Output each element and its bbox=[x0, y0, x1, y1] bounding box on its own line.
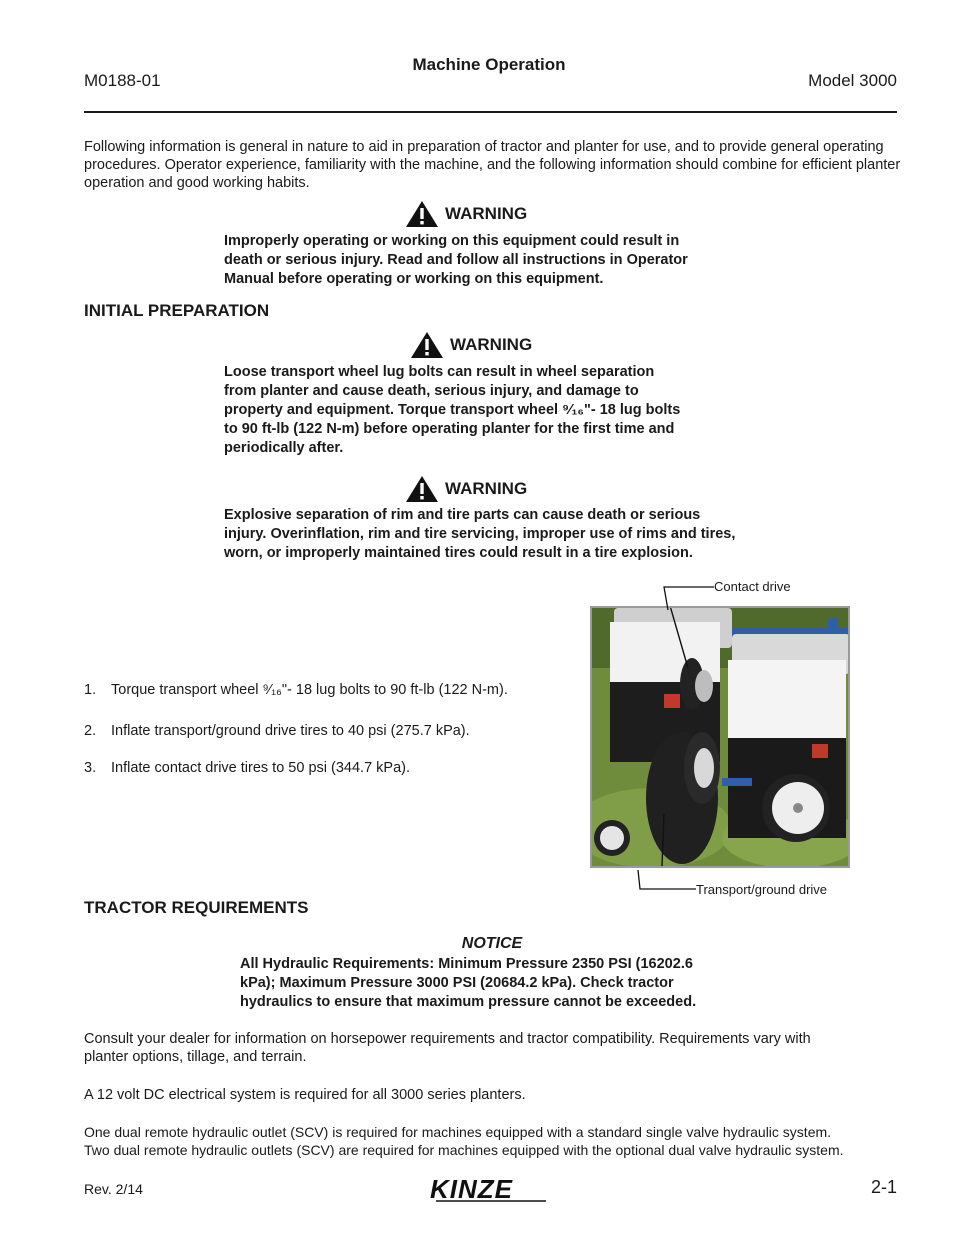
warning-1-line: death or serious injury. Read and follow all instructions in Operator bbox=[224, 252, 688, 268]
dealer-line: planter options, tillage, and terrain. bbox=[84, 1049, 307, 1065]
doc-number: M0188-01 bbox=[84, 71, 161, 90]
page-number: 2-1 bbox=[870, 1177, 897, 1197]
notice-body bbox=[240, 955, 800, 1012]
electrical-paragraph: A 12 volt DC electrical system is required for all 3000 series planters. bbox=[84, 1087, 526, 1103]
warning-1-title: WARNING bbox=[445, 204, 528, 223]
callout-leader-bottom bbox=[630, 860, 700, 894]
kinze-logo bbox=[428, 1174, 552, 1209]
notice-line: All Hydraulic Requirements: Minimum Pressure 2350 PSI (16202.6 bbox=[240, 956, 693, 972]
warning-2-heading bbox=[410, 331, 532, 359]
step-3 bbox=[84, 760, 410, 776]
planter-illustration bbox=[592, 608, 848, 866]
warning-3-line: worn, or improperly maintained tires could result in a tire explosion. bbox=[224, 545, 693, 561]
warning-2-line: Loose transport wheel lug bolts can result in wheel separation bbox=[224, 364, 655, 380]
step-number: 2. bbox=[84, 723, 97, 739]
warning-3-line: injury. Overinflation, rim and tire servicing, improper use of rims and tires, bbox=[224, 526, 736, 542]
notice-line: kPa); Maximum Pressure 3000 PSI (20684.2 kPa). Check tractor bbox=[240, 975, 674, 991]
step-number: 1. bbox=[84, 682, 97, 698]
warning-1-line: Improperly operating or working on this equipment could result in bbox=[224, 233, 680, 249]
callout-contact-drive: Contact drive bbox=[714, 579, 791, 594]
step-number: 3. bbox=[84, 760, 97, 776]
callout-transport-ground-drive: Transport/ground drive bbox=[696, 882, 828, 897]
kinze-logo-text: KINZE bbox=[430, 1174, 513, 1204]
notice-title: NOTICE bbox=[461, 935, 523, 952]
notice-line: hydraulics to ensure that maximum pressure cannot be exceeded. bbox=[240, 994, 697, 1010]
warning-triangle-icon bbox=[410, 331, 444, 359]
warning-2-line: from planter and cause death, serious injury, and damage to bbox=[224, 383, 639, 399]
tractor-requirements-heading: TRACTOR REQUIREMENTS bbox=[84, 898, 309, 917]
section-title: Machine Operation bbox=[412, 55, 566, 74]
hydraulic-line: Two dual remote hydraulic outlets (SCV) are required for machines equipped with the optional dual valve hydraulic system. bbox=[84, 1142, 844, 1158]
warning-2-body bbox=[224, 363, 764, 458]
warning-3-title: WARNING bbox=[445, 479, 528, 498]
warning-3-body bbox=[224, 506, 804, 563]
warning-2-line: periodically after. bbox=[224, 440, 344, 456]
revision-label: Rev. 2/14 bbox=[84, 1181, 143, 1197]
model-label: Model 3000 bbox=[808, 71, 897, 90]
initial-preparation-heading: INITIAL PREPARATION bbox=[84, 301, 270, 320]
warning-triangle-icon bbox=[405, 200, 439, 228]
warning-1-heading bbox=[405, 200, 527, 228]
planter-photo bbox=[590, 606, 850, 868]
warning-2-line: property and equipment. Torque transport wheel ⁹⁄₁₆"- 18 lug bolts bbox=[224, 402, 681, 418]
intro-paragraph: Following information is general in nature to aid in preparation of tractor and planter for use, and to provide general operating procedures. Operator experience, familiarity with the machine, and the following information should combine for efficient planter operation and good working habits. bbox=[84, 139, 901, 191]
warning-1-line: Manual before operating or working on this equipment. bbox=[224, 271, 604, 287]
warning-2-line: to 90 ft-lb (122 N-m) before operating planter for the first time and bbox=[224, 421, 675, 437]
warning-triangle-icon bbox=[405, 475, 439, 503]
dealer-paragraph bbox=[84, 1030, 924, 1066]
dealer-line: Consult your dealer for information on horsepower requirements and tractor compatibility. Requirements vary with bbox=[84, 1031, 811, 1047]
step-text: Inflate transport/ground drive tires to 40 psi (275.7 kPa). bbox=[111, 723, 470, 739]
step-2 bbox=[84, 723, 470, 739]
hydraulic-line: One dual remote hydraulic outlet (SCV) is required for machines equipped with a standard single valve hydraulic system. bbox=[84, 1124, 832, 1140]
header-rule bbox=[84, 111, 897, 113]
step-text: Torque transport wheel ⁹⁄₁₆"- 18 lug bolts to 90 ft-lb (122 N-m). bbox=[111, 682, 508, 698]
warning-1-body bbox=[224, 232, 764, 289]
hydraulic-outlet-paragraph bbox=[84, 1123, 944, 1159]
step-text: Inflate contact drive tires to 50 psi (344.7 kPa). bbox=[111, 760, 411, 776]
warning-3-heading bbox=[405, 475, 527, 503]
warning-2-title: WARNING bbox=[450, 335, 533, 354]
warning-3-line: Explosive separation of rim and tire parts can cause death or serious bbox=[224, 507, 701, 523]
step-1 bbox=[84, 682, 508, 698]
kinze-logo-mark bbox=[428, 1174, 552, 1204]
callout-leader-top bbox=[636, 580, 716, 620]
